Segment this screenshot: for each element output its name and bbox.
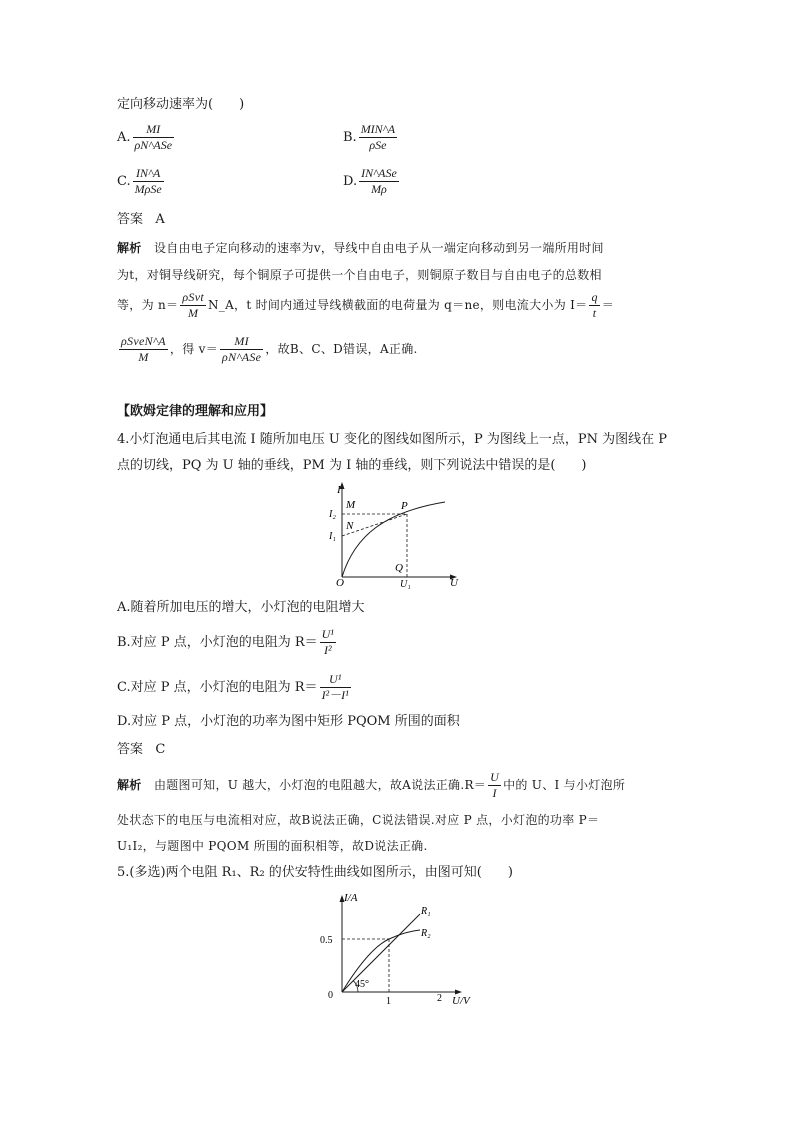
label-n: N bbox=[346, 520, 354, 532]
label-i: I bbox=[337, 484, 341, 496]
q3-explanation-line4: $\frac{\text{ρSveN\textasciicircum{}A}}{M}$ ，得 v＝ $\frac{MI}{\text{ρN\textasciicircum{}ASe}}$ ，故B、C、D错误，A正确. bbox=[121, 334, 418, 364]
label-q: Q bbox=[395, 562, 403, 574]
label-one: 1 bbox=[386, 996, 391, 1007]
answer-value: C bbox=[155, 742, 166, 757]
q4-option-b: B.对应 P 点，小灯泡的电阻为 R＝ $\frac{\text{U¹}}{\text{I²}}$ bbox=[117, 627, 334, 657]
q4-option-c: C.对应 P 点，小灯泡的电阻为 R＝ $\frac{\text{U¹}}{\text{I²－I¹}}$ bbox=[117, 672, 349, 702]
answer-label: 答案 bbox=[117, 742, 144, 757]
label-o: O bbox=[336, 577, 344, 589]
option-letter: A. bbox=[117, 130, 131, 145]
q3-option-a bbox=[117, 122, 176, 153]
label-m: M bbox=[346, 499, 356, 511]
q3-option-c bbox=[117, 166, 166, 197]
q5-stem: 5.(多选)两个电阻 R₁、R₂ 的伏安特性曲线如图所示，由图可知( ) bbox=[117, 865, 513, 880]
r1-line bbox=[342, 914, 420, 992]
label-i1: I₁ bbox=[329, 531, 336, 542]
q4-option-d: D.对应 P 点，小灯泡的功率为图中矩形 PQOM 所围的面积 bbox=[117, 714, 460, 729]
q4-explanation-line3: U₁I₂，与题图中 PQOM 所围的面积相等，故D说法正确. bbox=[117, 839, 428, 853]
label-half: 0.5 bbox=[320, 935, 333, 946]
label-two: 2 bbox=[437, 993, 442, 1004]
label-p: P bbox=[401, 500, 408, 512]
label-u: U bbox=[450, 577, 458, 589]
q4-answer bbox=[117, 740, 677, 760]
answer-value: A bbox=[155, 212, 165, 227]
fraction: $\frac{MI}{\text{ρN\textasciicircum{}ASe}}$ bbox=[222, 334, 262, 364]
label-u1: U₁ bbox=[400, 579, 411, 590]
option-fraction: $\frac{\text{IN\textasciicircum{}ASe}}{M\rho}$ bbox=[361, 166, 397, 196]
fraction: $\frac{U}{I}$ bbox=[490, 770, 500, 800]
q3-stem: 定向移动速率为( ) bbox=[117, 97, 245, 112]
fraction: $\frac{\text{U¹}}{\text{I²}}$ bbox=[321, 627, 334, 657]
u-axis-arrow bbox=[455, 990, 462, 995]
label-i2: I₂ bbox=[329, 509, 336, 520]
option-letter: B. bbox=[343, 130, 357, 145]
fraction: $\frac{q}{t}$ bbox=[591, 290, 598, 320]
fraction: $\frac{\text{ρSvt}}{M}$ bbox=[182, 290, 204, 320]
option-fraction: $\frac{MI}{\text{ρN\textasciicircum{}ASe}}$ bbox=[134, 122, 173, 152]
q3-explanation-line3: 等，为 n＝ $\frac{\text{ρSvt}}{M}$ N_A，t 时间内通过导线横截面的电荷量为 q＝ne，则电流大小为 I＝ $\frac{q}{t}$ ＝ bbox=[117, 290, 615, 320]
q4-option-a: A.随着所加电压的增大，小灯泡的电阻增大 bbox=[117, 600, 365, 615]
option-letter: C. bbox=[117, 174, 131, 189]
fraction: $\frac{\text{ρSveN\textasciicircum{}A}}{M}$ bbox=[121, 334, 166, 364]
q3-option-b bbox=[343, 122, 399, 153]
explanation-label: 解析 bbox=[117, 778, 142, 792]
q4-explanation-line2: 处状态下的电压与电流相对应，故B说法正确，C说法错误.对应 P 点，小灯泡的功率 P＝ bbox=[117, 813, 600, 827]
q3-explanation-line1: 解析 设自由电子定向移动的速率为v，导线中自由电子从一端定向移动到另一端所用时间 bbox=[117, 241, 604, 255]
fraction: $\frac{\text{U¹}}{\text{I²－I¹}}$ bbox=[321, 672, 349, 702]
option-letter: D. bbox=[343, 174, 358, 189]
label-r2: R₂ bbox=[421, 928, 431, 939]
option-fraction: $\frac{\text{MIN\textasciicircum{}A}}{\text{ρSe}}$ bbox=[360, 122, 396, 152]
q4-explanation-line1: 解析 由题图可知，U 越大，小灯泡的电阻越大，故A说法正确.R＝ $\frac{U}{I}$ 中的 U、I 与小灯泡所 bbox=[117, 770, 626, 800]
iv-curve bbox=[342, 502, 445, 577]
answer-label: 答案 bbox=[117, 212, 144, 227]
label-r1: R₁ bbox=[421, 906, 431, 917]
label-angle: 45° bbox=[355, 979, 369, 990]
q5-figure bbox=[310, 886, 480, 1008]
q4-stem-line2: 点的切线，PQ 为 U 轴的垂线，PM 为 I 轴的垂线，则下列说法中错误的是( ) bbox=[117, 458, 587, 473]
q4-figure bbox=[325, 480, 475, 592]
section-title: 【欧姆定律的理解和应用】 bbox=[117, 404, 274, 419]
q3-option-d bbox=[343, 166, 401, 197]
explanation-label: 解析 bbox=[117, 241, 142, 255]
label-zero: 0 bbox=[328, 990, 333, 1001]
q3-answer bbox=[117, 210, 677, 230]
label-ia: I/A bbox=[344, 892, 358, 904]
option-fraction: $\frac{IN\^{}A}{\text{MρSe}}$ bbox=[134, 166, 162, 196]
q4-stem-line1: 4.小灯泡通电后其电流 I 随所加电压 U 变化的图线如图所示，P 为图线上一点，PN 为图线在 P bbox=[117, 432, 668, 447]
q3-explanation-line2: 为t，对铜导线研究，每个铜原子可提供一个自由电子，则铜原子数目与自由电子的总数相 bbox=[117, 268, 602, 282]
label-uv: U/V bbox=[452, 995, 470, 1007]
